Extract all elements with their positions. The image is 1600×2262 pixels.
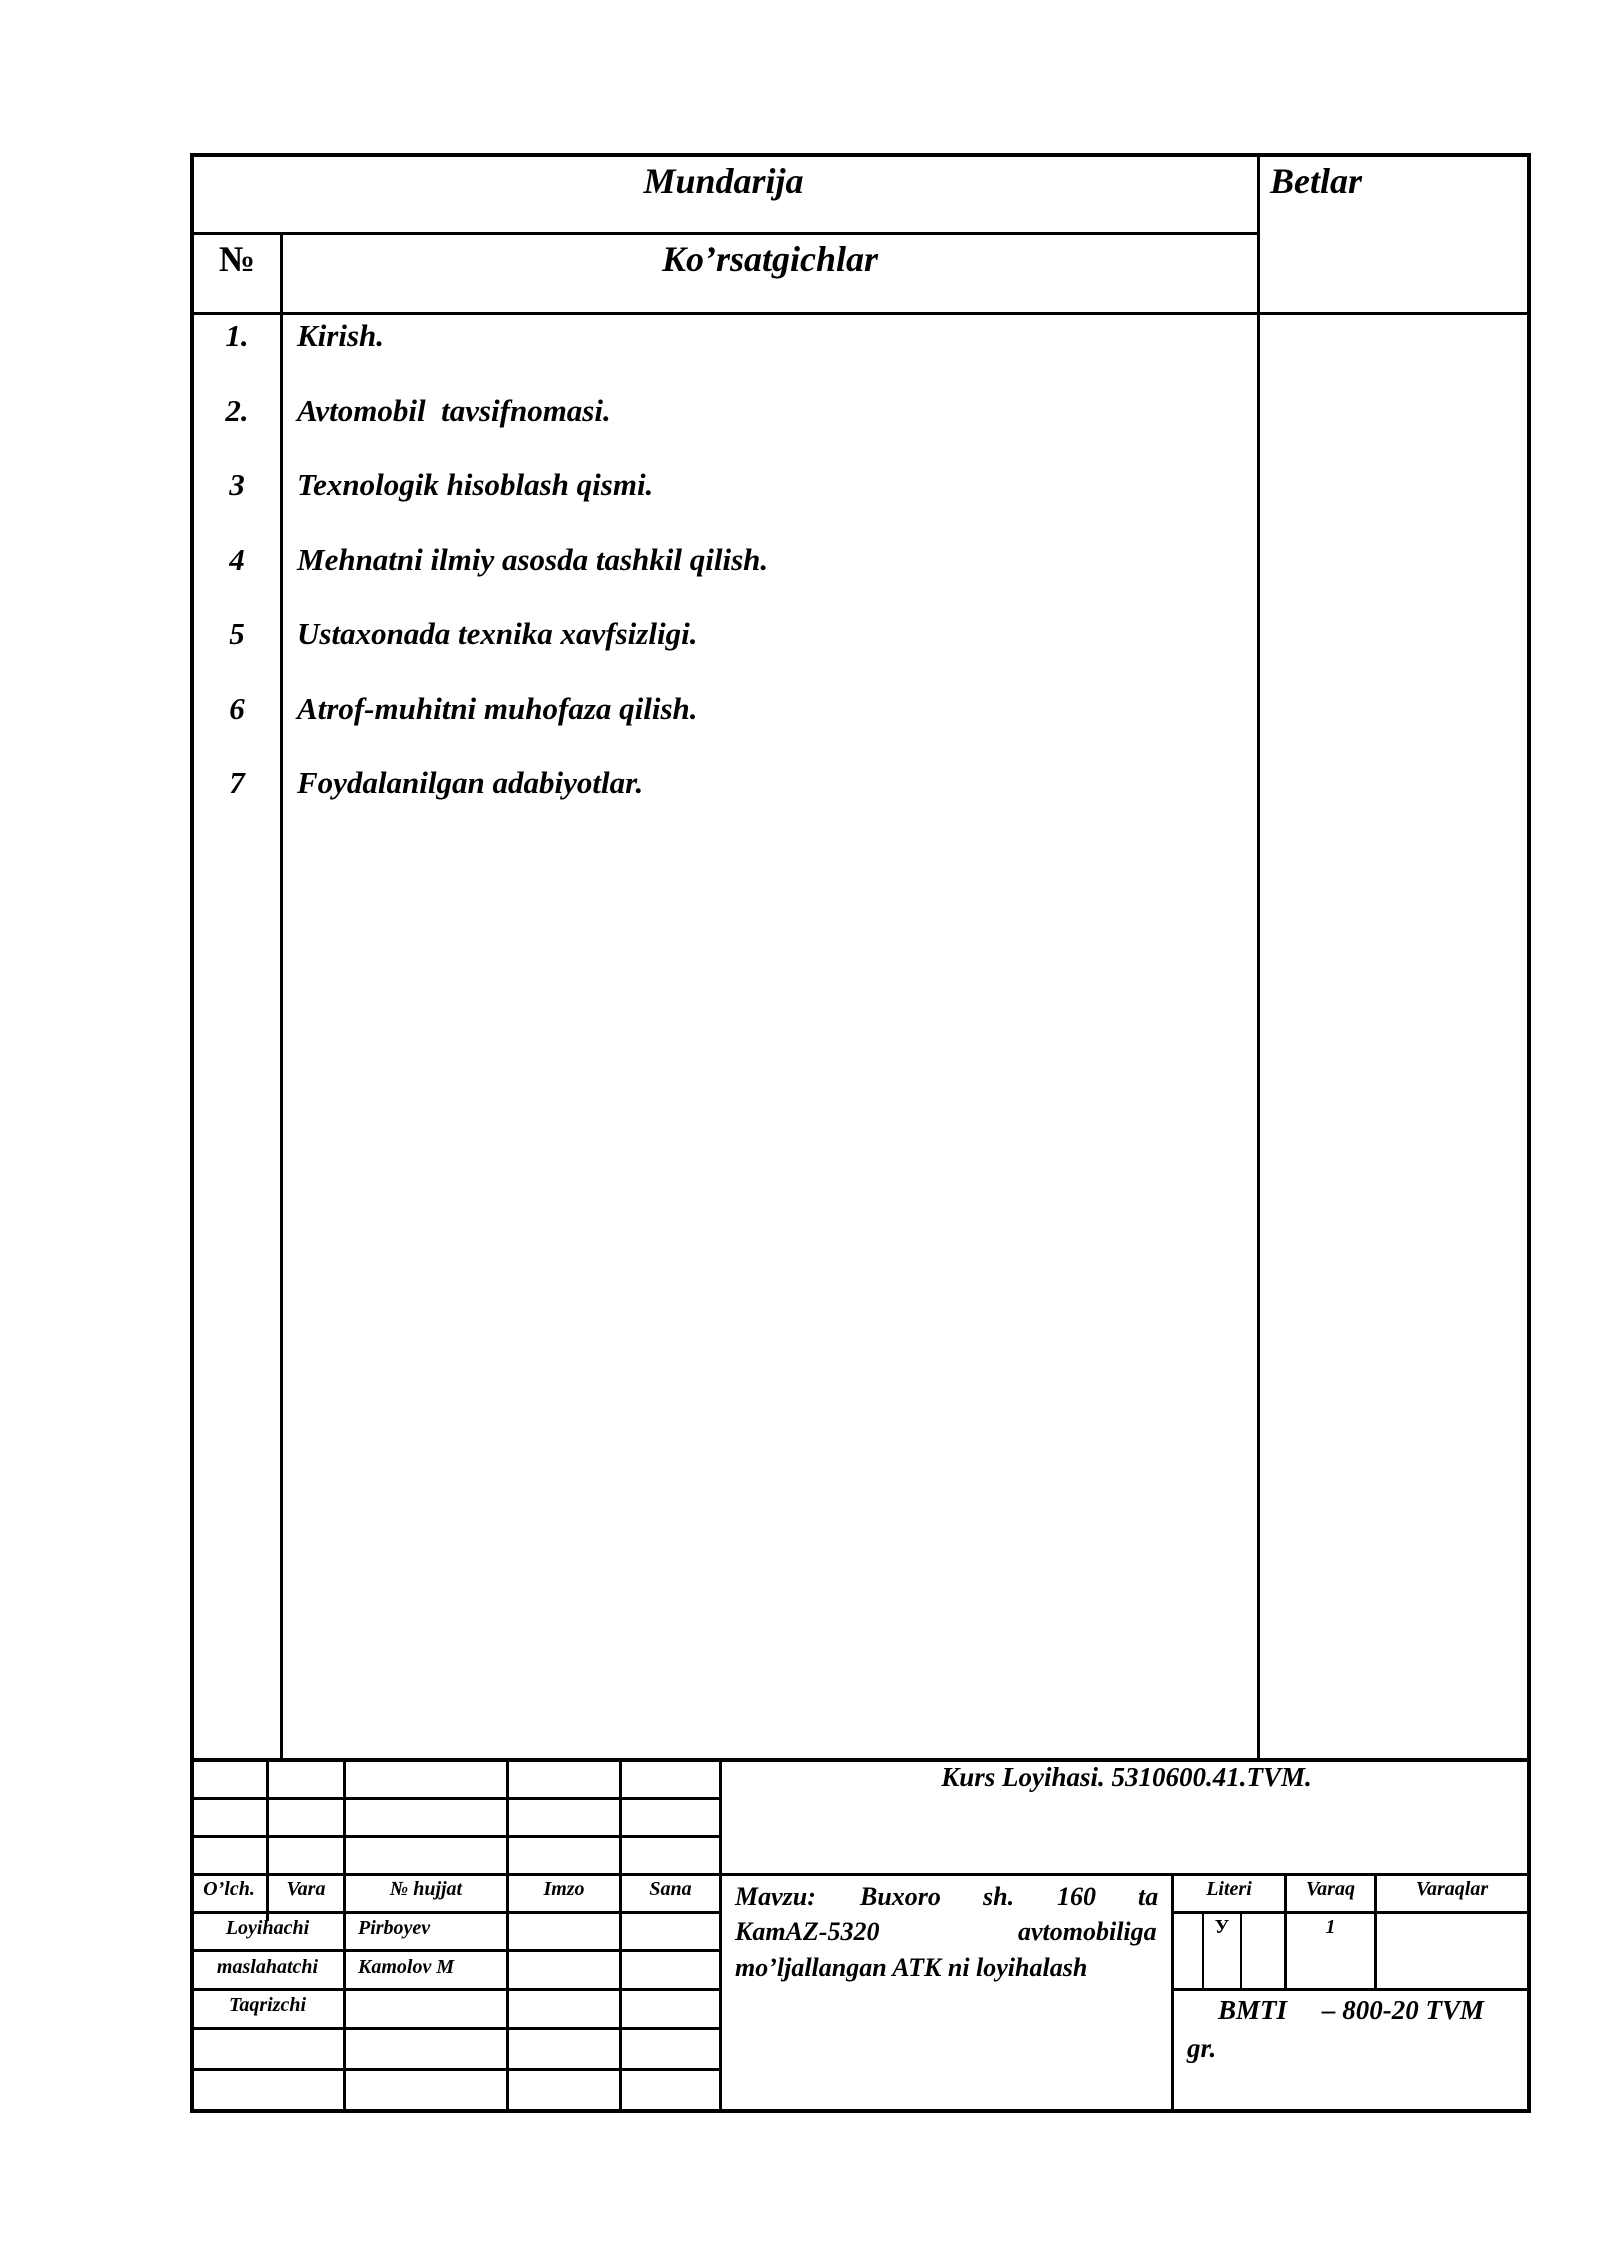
table-title: Mundarija bbox=[643, 161, 804, 201]
contents-column-header: Ko’rsatgichlar bbox=[661, 239, 879, 279]
toc-item-number: 1. bbox=[225, 318, 249, 353]
varaqlar-label: Varaqlar bbox=[1415, 1878, 1489, 1900]
document-code: Kurs Loyihasi. 5310600.41.TVM. bbox=[941, 1762, 1312, 1792]
toc-item-text: Atrof-muhitni muhofaza qilish. bbox=[297, 691, 698, 726]
role-reviewer: Taqrizchi bbox=[228, 1994, 307, 2016]
column-label-hujjat: № hujjat bbox=[389, 1878, 463, 1900]
pages-column-header: Betlar bbox=[1270, 161, 1363, 201]
toc-item-number: 3 bbox=[229, 467, 245, 502]
toc-item-text: Kirish. bbox=[297, 318, 385, 353]
role-consultant: maslahatchi bbox=[216, 1956, 319, 1978]
column-label-vara: Vara bbox=[286, 1878, 326, 1900]
toc-item-text: Mehnatni ilmiy asosda tashkil qilish. bbox=[297, 542, 769, 577]
varaq-label: Varaq bbox=[1306, 1878, 1355, 1900]
number-column-header: № bbox=[218, 239, 256, 279]
literi-label: Literi bbox=[1206, 1878, 1252, 1900]
toc-item-text: Texnologik hisoblash qismi. bbox=[297, 467, 654, 502]
organization-suffix: gr. bbox=[1187, 2033, 1217, 2063]
sheet-number: 1 bbox=[1325, 1916, 1336, 1938]
toc-item-number: 4 bbox=[229, 542, 245, 577]
toc-item-number: 5 bbox=[229, 616, 245, 651]
organization-group: – 800-20 TVM bbox=[1322, 1995, 1484, 2025]
role-designer: Loyihachi bbox=[225, 1917, 310, 1939]
toc-item-text: Foydalanilgan adabiyotlar. bbox=[297, 765, 644, 800]
toc-item-text: Avtomobil tavsifnomasi. bbox=[297, 393, 611, 428]
toc-item-number: 7 bbox=[229, 765, 245, 800]
column-label-sana: Sana bbox=[649, 1878, 692, 1900]
organization-code: BMTI bbox=[1218, 1995, 1288, 2025]
toc-item-text: Ustaxonada texnika xavfsizligi. bbox=[297, 616, 698, 651]
toc-item-number: 6 bbox=[229, 691, 245, 726]
column-label-imzo: Imzo bbox=[543, 1878, 585, 1900]
literi-value: У bbox=[1214, 1916, 1230, 1938]
column-label-olch: O’lch. bbox=[203, 1878, 255, 1900]
name-consultant: Kamolov M bbox=[358, 1956, 455, 1978]
name-designer: Pirboyev bbox=[358, 1917, 431, 1939]
toc-item-number: 2. bbox=[225, 393, 249, 428]
